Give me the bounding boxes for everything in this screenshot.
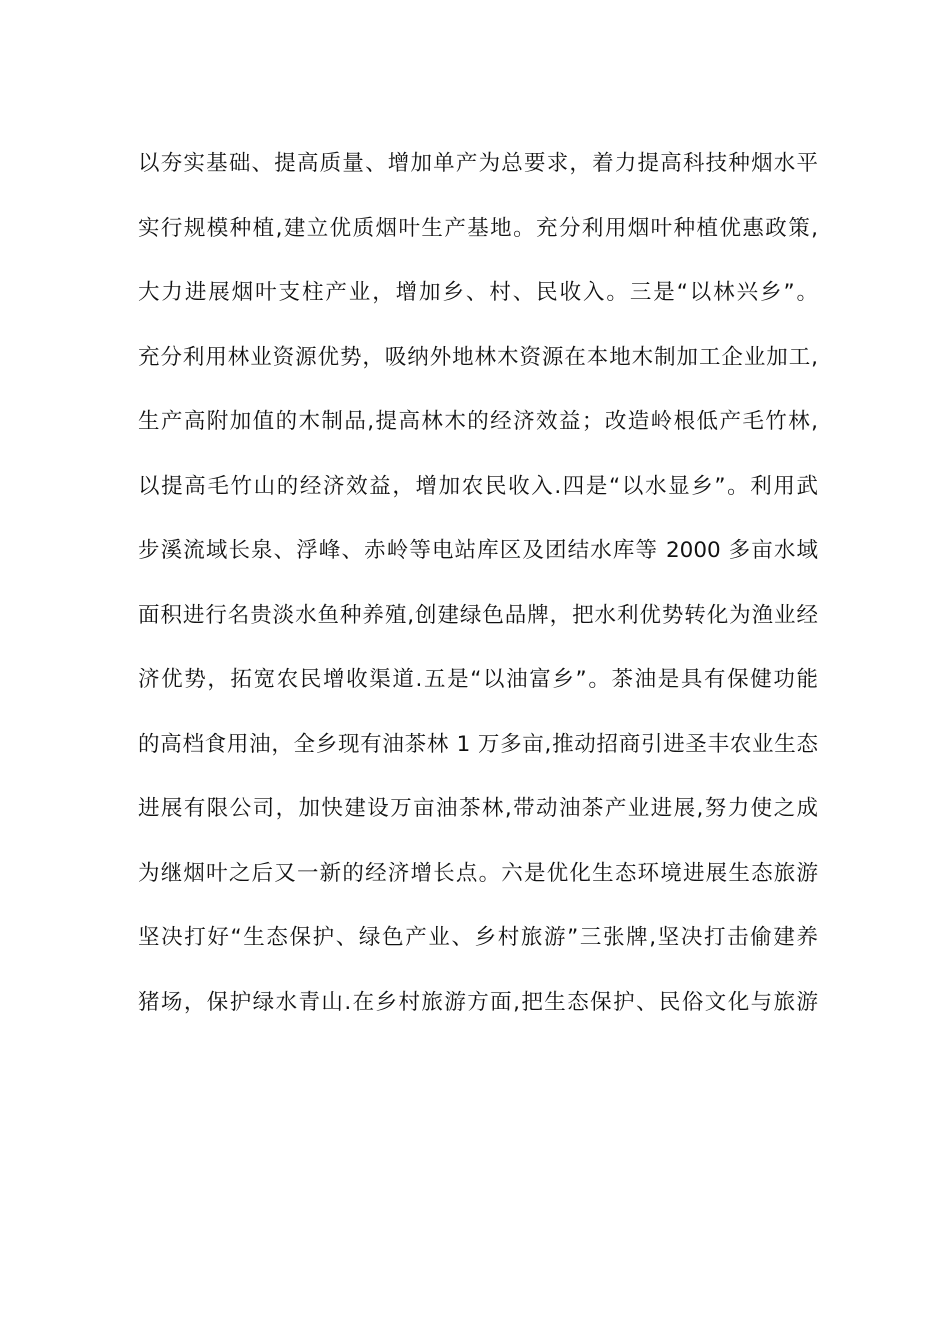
text-line: 大力进展烟叶支柱产业，增加乡、村、民收入。三是“以林兴乡”。 [138, 280, 818, 305]
text-line: 充分利用林业资源优势，吸纳外地林木资源在本地木制加工企业加工, [138, 344, 818, 370]
text-line: 猪场，保护绿水青山.在乡村旅游方面,把生态保护、民俗文化与旅游 [138, 989, 818, 1015]
text-line: 为继烟叶之后又一新的经济增长点。六是优化生态环境进展生态旅游 [138, 860, 818, 886]
text-line: 生产高附加值的木制品,提高林木的经济效益；改造岭根低产毛竹林, [138, 409, 818, 434]
text-line: 以夯实基础、提高质量、增加单产为总要求，着力提高科技种烟水平 [138, 151, 818, 176]
body-paragraph [138, 138, 818, 1041]
text-line: 面积进行名贵淡水鱼种养殖,创建绿色品牌，把水利优势转化为渔业经 [138, 602, 818, 628]
text-line: 的高档食用油，全乡现有油茶林 1 万多亩,推动招商引进圣丰农业生态 [138, 731, 818, 757]
text-line: 济优势，拓宽农民增收渠道.五是“以油富乡”。茶油是具有保健功能 [138, 667, 818, 692]
text-line: 步溪流域长泉、浮峰、赤岭等电站库区及团结水库等 2000 多亩水域 [138, 538, 818, 563]
text-line: 进展有限公司，加快建设万亩油茶林,带动油茶产业进展,努力使之成 [138, 796, 818, 821]
text-line: 实行规模种植,建立优质烟叶生产基地。充分利用烟叶种植优惠政策, [138, 215, 818, 241]
text-line: 以提高毛竹山的经济效益，增加农民收入.四是“以水显乡”。利用武 [138, 473, 818, 499]
text-line: 坚决打好“生态保护、绿色产业、乡村旅游”三张牌,坚决打击偷建养 [138, 925, 818, 950]
